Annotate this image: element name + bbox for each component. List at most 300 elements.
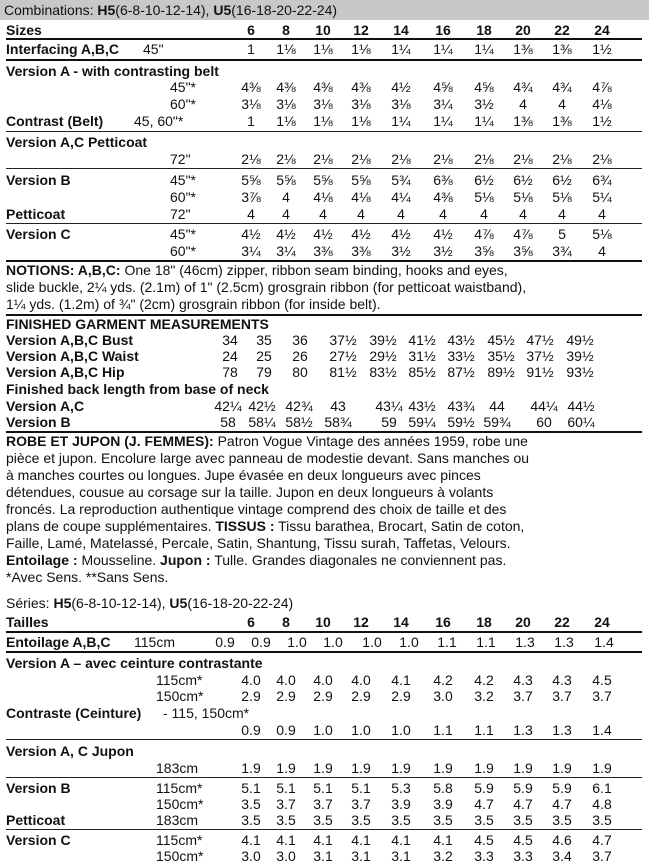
row-width: 60"* — [170, 243, 196, 259]
value-cell: 4.3 — [552, 672, 572, 688]
combinations-line — [4, 2, 337, 18]
value-cell: 1.9 — [552, 760, 572, 776]
row-width: 150cm* — [156, 848, 204, 864]
combinations-label: Combinations: — [4, 2, 98, 18]
value-cell: 4⅜ — [313, 79, 333, 95]
contraste-heading-row — [6, 705, 642, 721]
value-cell: 26 — [292, 348, 308, 364]
value-cell: 1¼ — [474, 113, 494, 129]
french-title: ROBE ET JUPON (J. FEMMES): — [6, 433, 214, 449]
value-cell: 6 — [247, 22, 255, 38]
top-bar — [0, 0, 649, 20]
value-cell: 3.5 — [241, 796, 261, 812]
value-cell: 4.2 — [474, 672, 494, 688]
french-text-9: *Avec Sens. **Sans Sens. — [6, 569, 169, 585]
value-cell: 91½ — [526, 364, 554, 380]
value-cell: 39½ — [369, 332, 397, 348]
value-cell: 44½ — [567, 398, 595, 414]
table-rule — [6, 631, 642, 633]
value-cell: 4.7 — [592, 832, 612, 848]
finished-bust-row — [6, 332, 642, 348]
value-cell: 2⅛ — [433, 151, 453, 167]
value-cell: 4.1 — [241, 832, 261, 848]
row-label: FINISHED GARMENT MEASUREMENTS — [6, 316, 269, 332]
value-cell: 3.1 — [351, 848, 371, 864]
fr-version-a-heading — [6, 655, 642, 671]
french-desc-line-4 — [6, 484, 642, 500]
fr-version-b-row-115 — [6, 780, 642, 796]
version-a-row-45 — [6, 79, 642, 95]
fr-version-b-row-150 — [6, 796, 642, 812]
french-desc-line-2 — [6, 450, 642, 466]
value-cell: 1.9 — [474, 760, 494, 776]
value-cell: 1.1 — [476, 634, 496, 650]
value-cell: 1⅜ — [513, 113, 533, 129]
row-width: 45"* — [170, 172, 196, 188]
row-width: 150cm* — [156, 688, 204, 704]
french-text-8b: Tulle. Grandes diagonales ne conviennent pas. — [210, 552, 507, 568]
row-width: 115cm — [134, 634, 175, 650]
value-cell: 6⅜ — [433, 172, 453, 188]
table-rule — [6, 829, 642, 830]
notions-text-2: slide buckle, 2¼ yds. (2.1m) of 1" (2.5cm) grosgrain ribbon (for petticoat waistband), — [6, 279, 527, 295]
value-cell: 1.3 — [513, 722, 533, 738]
row-label: Version A,C Petticoat — [6, 134, 148, 150]
value-cell: 1⅛ — [313, 41, 333, 57]
value-cell: 4 — [598, 206, 606, 222]
value-cell: 58½ — [285, 414, 313, 430]
table-rule — [6, 59, 642, 61]
h5-code: H5 — [97, 2, 116, 18]
table-rule — [6, 777, 642, 778]
row-width: 150cm* — [156, 796, 204, 812]
value-cell: 3⅝ — [474, 243, 494, 259]
row-width: 183cm — [156, 760, 199, 776]
series-line — [6, 595, 642, 611]
value-cell: 4 — [282, 206, 290, 222]
value-cell: 2⅛ — [276, 151, 296, 167]
value-cell: 34 — [222, 332, 238, 348]
value-cell: 4.8 — [592, 796, 612, 812]
value-cell: 3.7 — [513, 688, 533, 704]
value-cell: 3⅛ — [276, 96, 296, 112]
value-cell: 4.3 — [513, 672, 533, 688]
value-cell: 47½ — [526, 332, 554, 348]
row-label: Version A,C — [6, 398, 85, 414]
contraste-row — [6, 722, 642, 738]
value-cell: 5 — [558, 226, 566, 242]
value-cell: 3⅛ — [241, 96, 261, 112]
value-cell: 1⅛ — [351, 113, 371, 129]
value-cell: 0.9 — [276, 722, 296, 738]
value-cell: 8 — [282, 22, 290, 38]
value-cell: 5⅝ — [276, 172, 296, 188]
value-cell: 3.7 — [592, 688, 612, 704]
value-cell: 81½ — [329, 364, 357, 380]
value-cell: 1.0 — [323, 634, 343, 650]
value-cell: 4⅛ — [592, 96, 612, 112]
value-cell: 1.0 — [391, 722, 411, 738]
value-cell: 3.5 — [513, 812, 533, 828]
row-width: 60"* — [170, 96, 196, 112]
row-width: 45" — [143, 41, 164, 57]
value-cell: 4 — [558, 96, 566, 112]
row-label: Version B — [6, 172, 71, 188]
french-text-6a: plans de coupe supplémentaires. — [6, 518, 216, 534]
value-cell: 43½ — [447, 332, 475, 348]
value-cell: 5⅛ — [474, 189, 494, 205]
value-cell: 3.2 — [474, 688, 494, 704]
value-cell: 87½ — [447, 364, 475, 380]
value-cell: 4⅝ — [474, 79, 494, 95]
value-cell: 3⅝ — [513, 243, 533, 259]
value-cell: 89½ — [487, 364, 515, 380]
value-cell: 78 — [222, 364, 238, 380]
value-cell: 1⅛ — [276, 41, 296, 57]
fr-version-a-row-150 — [6, 688, 642, 704]
value-cell: 60¼ — [567, 414, 595, 430]
french-text-7: Faille, Lamé, Matelassé, Percale, Satin, Shantung, Tissu surah, Taffetas, Velours. — [6, 535, 511, 551]
value-cell: 5⅝ — [351, 172, 371, 188]
value-cell: 16 — [435, 614, 451, 630]
fr-petticoat-row — [6, 812, 642, 828]
value-cell: 4.0 — [313, 672, 333, 688]
value-cell: 2⅛ — [351, 151, 371, 167]
row-label: Version A – avec ceinture contrastante — [6, 655, 263, 671]
table-rule — [6, 131, 642, 132]
value-cell: 1.9 — [313, 760, 333, 776]
french-desc-line-6 — [6, 518, 642, 534]
interfacing-row — [6, 41, 642, 57]
h5-sizes: (6-8-10-12-14), — [115, 2, 214, 18]
value-cell: 1⅛ — [276, 113, 296, 129]
series-h5-sizes: (6-8-10-12-14), — [71, 595, 170, 611]
value-cell: 4½ — [276, 226, 296, 242]
back-length-ac-row — [6, 398, 642, 414]
value-cell: 3.9 — [391, 796, 411, 812]
value-cell: 93½ — [566, 364, 594, 380]
row-width: 60"* — [170, 189, 196, 205]
table-rule — [6, 223, 642, 224]
value-cell: 24 — [594, 22, 610, 38]
value-cell: 6½ — [474, 172, 494, 188]
value-cell: 59¾ — [483, 414, 511, 430]
value-cell: 5⅛ — [592, 226, 612, 242]
row-label: Version A,B,C Hip — [6, 364, 125, 380]
value-cell: 4½ — [241, 226, 261, 242]
value-cell: 4.5 — [592, 672, 612, 688]
value-cell: 2⅛ — [552, 151, 572, 167]
value-cell: 4 — [357, 206, 365, 222]
value-cell: 4⅞ — [513, 226, 533, 242]
value-cell: 3.5 — [391, 812, 411, 828]
value-cell: 37½ — [526, 348, 554, 364]
french-desc-line-7 — [6, 535, 642, 551]
french-text-6b: Tissu barathea, Brocart, Satin de coton, — [274, 518, 525, 534]
value-cell: 3.3 — [474, 848, 494, 864]
fr-version-a-row-115 — [6, 672, 642, 688]
series-u5-sizes: (16-18-20-22-24) — [187, 595, 294, 611]
value-cell: 4 — [439, 206, 447, 222]
value-cell: 4⅜ — [241, 79, 261, 95]
row-width: 45, 60"* — [134, 113, 184, 129]
value-cell: 5.9 — [513, 780, 533, 796]
value-cell: 3.0 — [276, 848, 296, 864]
value-cell: 83½ — [369, 364, 397, 380]
table-rule — [6, 38, 642, 40]
value-cell: 31½ — [408, 348, 436, 364]
value-cell: 59¼ — [408, 414, 436, 430]
value-cell: 25 — [256, 348, 272, 364]
value-cell: 4 — [598, 243, 606, 259]
value-cell: 0.9 — [215, 634, 235, 650]
value-cell: 12 — [353, 614, 369, 630]
value-cell: 43¼ — [375, 398, 403, 414]
value-cell: 1.9 — [433, 760, 453, 776]
row-label: Finished back length from base of neck — [6, 381, 269, 397]
notions-text-1: One 18" (46cm) zipper, ribbon seam binding, hooks and eyes, — [120, 262, 508, 278]
value-cell: 4.0 — [241, 672, 261, 688]
value-cell: 3.5 — [276, 812, 296, 828]
value-cell: 3.7 — [313, 796, 333, 812]
value-cell: 4¾ — [513, 79, 533, 95]
value-cell: 59 — [381, 414, 397, 430]
value-cell: 4 — [282, 189, 290, 205]
table-rule — [6, 739, 642, 740]
value-cell: 4¾ — [552, 79, 572, 95]
row-width: 115cm* — [156, 672, 203, 688]
value-cell: 4⅜ — [433, 189, 453, 205]
value-cell: 5⅛ — [513, 189, 533, 205]
value-cell: 4⅛ — [351, 189, 371, 205]
row-label: Interfacing A,B,C — [6, 41, 120, 57]
value-cell: 4 — [397, 206, 405, 222]
value-cell: 20 — [515, 22, 531, 38]
value-cell: 1.0 — [287, 634, 307, 650]
value-cell: 4¼ — [391, 189, 411, 205]
petticoat-ac-heading — [6, 134, 642, 150]
value-cell: 1.3 — [554, 634, 574, 650]
value-cell: 1.4 — [592, 722, 612, 738]
french-desc-line-1 — [6, 433, 642, 449]
row-label: Tailles — [6, 614, 49, 630]
value-cell: 1 — [247, 113, 255, 129]
contraste-width: - 115, 150cm* — [163, 705, 250, 721]
value-cell: 4.1 — [391, 832, 411, 848]
value-cell: 4⅞ — [474, 226, 494, 242]
value-cell: 6¾ — [592, 172, 612, 188]
value-cell: 3.5 — [241, 812, 261, 828]
row-label: Petticoat — [6, 812, 66, 828]
row-label: Version A - with contrasting belt — [6, 63, 219, 79]
value-cell: 2⅛ — [241, 151, 261, 167]
value-cell: 3¾ — [552, 243, 572, 259]
value-cell: 1¼ — [474, 41, 494, 57]
value-cell: 24 — [594, 614, 610, 630]
value-cell: 5.1 — [351, 780, 371, 796]
value-cell: 1¼ — [433, 113, 453, 129]
value-cell: 6.1 — [592, 780, 612, 796]
value-cell: 3.5 — [592, 812, 612, 828]
value-cell: 5¼ — [592, 189, 612, 205]
value-cell: 1.4 — [594, 634, 614, 650]
value-cell: 1.9 — [513, 760, 533, 776]
value-cell: 4.5 — [513, 832, 533, 848]
value-cell: 1.1 — [433, 722, 453, 738]
tissus-label: TISSUS : — [215, 518, 275, 534]
value-cell: 41½ — [408, 332, 436, 348]
value-cell: 2.9 — [391, 688, 411, 704]
value-cell: 45½ — [487, 332, 515, 348]
notions-text-3: 1¼ yds. (1.2m) of ¾" (2cm) grosgrain ribbon (for inside belt). — [6, 296, 381, 312]
value-cell: 27½ — [329, 348, 357, 364]
value-cell: 37½ — [329, 332, 357, 348]
value-cell: 5.1 — [241, 780, 261, 796]
value-cell: 4.1 — [351, 832, 371, 848]
table-rule — [6, 651, 642, 653]
value-cell: 4⅝ — [433, 79, 453, 95]
fr-version-c-row-150 — [6, 848, 642, 864]
value-cell: 2⅛ — [313, 151, 333, 167]
value-cell: 2.9 — [351, 688, 371, 704]
notions-line-3 — [6, 296, 642, 312]
value-cell: 3.5 — [433, 812, 453, 828]
row-width: 115cm* — [156, 780, 203, 796]
value-cell: 4⅜ — [276, 79, 296, 95]
value-cell: 3⅜ — [313, 243, 333, 259]
contraste-label: Contraste (Ceinture) — [6, 705, 142, 721]
value-cell: 1.9 — [351, 760, 371, 776]
value-cell: 22 — [554, 614, 570, 630]
entoilage-row — [6, 634, 642, 650]
value-cell: 43½ — [408, 398, 436, 414]
value-cell: 43 — [330, 398, 346, 414]
version-b-row-45 — [6, 172, 642, 188]
value-cell: 4.7 — [513, 796, 533, 812]
value-cell: 3.5 — [351, 812, 371, 828]
contrast-belt-row — [6, 113, 642, 129]
value-cell: 59½ — [447, 414, 475, 430]
value-cell: 1.0 — [362, 634, 382, 650]
value-cell: 3.3 — [513, 848, 533, 864]
value-cell: 22 — [554, 22, 570, 38]
value-cell: 49½ — [566, 332, 594, 348]
row-width: 45"* — [170, 79, 196, 95]
value-cell: 4½ — [391, 79, 411, 95]
row-width: 115cm* — [156, 832, 203, 848]
value-cell: 2⅛ — [391, 151, 411, 167]
value-cell: 5⅝ — [241, 172, 261, 188]
value-cell: 18 — [476, 22, 492, 38]
value-cell: 2.9 — [241, 688, 261, 704]
value-cell: 3.5 — [313, 812, 333, 828]
value-cell: 1.3 — [515, 634, 535, 650]
value-cell: 1.0 — [351, 722, 371, 738]
value-cell: 2⅛ — [592, 151, 612, 167]
fr-jupon-ac-row — [6, 760, 642, 776]
value-cell: 4.1 — [276, 832, 296, 848]
version-b-row-60 — [6, 189, 642, 205]
petticoat-ac-row — [6, 151, 642, 167]
value-cell: 3.4 — [552, 848, 572, 864]
notions-line-2 — [6, 279, 642, 295]
fr-jupon-ac-heading — [6, 743, 642, 759]
value-cell: 3⅜ — [351, 243, 371, 259]
french-text-1: Patron Vogue Vintage des années 1959, robe une — [213, 433, 528, 449]
row-label: Version A,B,C Waist — [6, 348, 139, 364]
value-cell: 79 — [256, 364, 272, 380]
row-label: Version C — [6, 832, 71, 848]
value-cell: 4.0 — [276, 672, 296, 688]
value-cell: 4 — [519, 96, 527, 112]
row-label: Entoilage A,B,C — [6, 634, 111, 650]
row-label: Sizes — [6, 22, 42, 38]
value-cell: 5⅝ — [313, 172, 333, 188]
french-text-5: froncés. La reproduction authentique vintage comprend des choix de taille et des — [6, 501, 507, 517]
value-cell: 14 — [393, 22, 409, 38]
value-cell: 5.9 — [474, 780, 494, 796]
value-cell: 3⅛ — [313, 96, 333, 112]
value-cell: 4⅛ — [313, 189, 333, 205]
value-cell: 5.1 — [276, 780, 296, 796]
value-cell: 5¾ — [391, 172, 411, 188]
value-cell: 4.7 — [474, 796, 494, 812]
value-cell: 60 — [536, 414, 552, 430]
french-desc-line-3 — [6, 467, 642, 483]
row-label: Version B — [6, 414, 71, 430]
value-cell: 4½ — [351, 226, 371, 242]
value-cell: 3.0 — [433, 688, 453, 704]
value-cell: 3.5 — [552, 812, 572, 828]
value-cell: 4 — [247, 206, 255, 222]
value-cell: 3¼ — [241, 243, 261, 259]
value-cell: 14 — [393, 614, 409, 630]
french-desc-line-5 — [6, 501, 642, 517]
value-cell: 42½ — [248, 398, 276, 414]
value-cell: 1.9 — [276, 760, 296, 776]
value-cell: 1½ — [592, 113, 612, 129]
value-cell: 3¼ — [433, 96, 453, 112]
u5-sizes: (16-18-20-22-24) — [231, 2, 338, 18]
sizes-header-row — [6, 22, 642, 38]
value-cell: 5.8 — [433, 780, 453, 796]
version-c-row-45 — [6, 226, 642, 242]
value-cell: 1.9 — [241, 760, 261, 776]
back-length-b-row — [6, 414, 642, 430]
notions-label: NOTIONS: A,B,C: — [6, 262, 121, 278]
series-u5-code: U5 — [169, 595, 188, 611]
value-cell: 1⅜ — [552, 113, 572, 129]
row-label: Version A,B,C Bust — [6, 332, 134, 348]
value-cell: 4.6 — [552, 832, 572, 848]
table-rule — [6, 168, 642, 169]
value-cell: 3½ — [474, 96, 494, 112]
value-cell: 1⅜ — [513, 41, 533, 57]
value-cell: 1⅛ — [351, 41, 371, 57]
value-cell: 18 — [476, 614, 492, 630]
french-text-2: pièce et jupon. Encolure large avec panneau de modestie devant. Sans manches ou — [6, 450, 530, 466]
value-cell: 1¼ — [391, 41, 411, 57]
value-cell: 33½ — [447, 348, 475, 364]
value-cell: 58¾ — [324, 414, 352, 430]
french-desc-line-8 — [6, 552, 642, 568]
row-width: 183cm — [156, 812, 199, 828]
version-a-row-60 — [6, 96, 642, 112]
value-cell: 1.9 — [592, 760, 612, 776]
value-cell: 4 — [480, 206, 488, 222]
back-length-heading — [6, 381, 642, 397]
value-cell: 4⅜ — [351, 79, 371, 95]
